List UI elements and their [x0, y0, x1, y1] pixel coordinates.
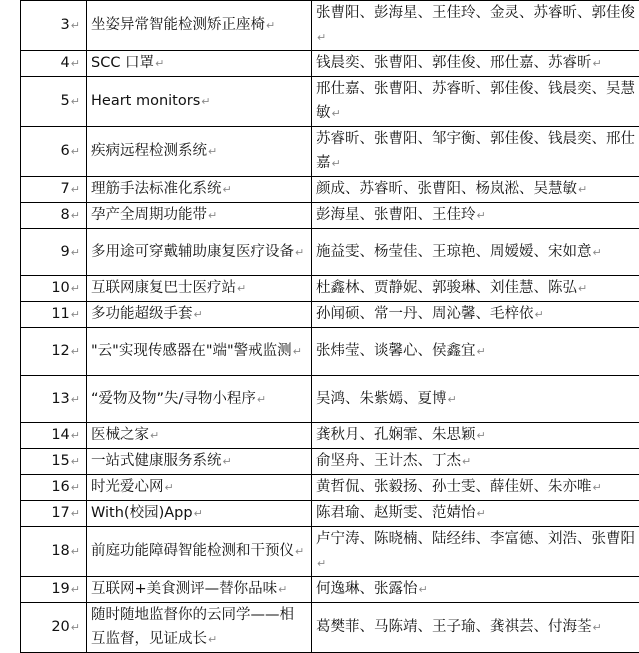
member-list-cell: [312, 328, 639, 376]
paragraph-mark-icon: ↵: [71, 621, 80, 634]
paragraph-mark-icon: ↵: [71, 308, 80, 321]
row-number-cell: [21, 276, 87, 302]
project-name: "云"实现传感器在"端"警戒监测: [91, 343, 292, 359]
row-number-cell: [21, 376, 87, 423]
paragraph-mark-icon: ↵: [266, 19, 275, 32]
row-number: 19: [51, 581, 69, 597]
row-number-cell: [21, 577, 87, 603]
paragraph-mark-icon: ↵: [257, 393, 266, 406]
row-number: 12: [51, 343, 69, 359]
member-list: 苏睿昕、张曹阳、邹宇衡、郭佳俊、钱晨奕、邢仕嘉: [316, 131, 635, 171]
paragraph-mark-icon: ↵: [593, 621, 602, 634]
project-name: 孕产全周期功能带: [91, 207, 207, 223]
paragraph-mark-icon: ↵: [71, 393, 80, 406]
paragraph-mark-icon: ↵: [208, 209, 217, 222]
paragraph-mark-icon: ↵: [71, 145, 80, 158]
paragraph-mark-icon: ↵: [194, 308, 203, 321]
member-list: 杜鑫林、贾静妮、郭骏琳、刘佳慧、陈弘: [316, 280, 577, 296]
project-name: 多用途可穿戴辅助康复医疗设备: [91, 244, 294, 260]
table-body: [21, 1, 639, 653]
member-list: 何逸琳、张露怡: [316, 581, 418, 597]
paragraph-mark-icon: ↵: [71, 455, 80, 468]
member-list: 黄哲侃、张毅扬、孙士雯、薛佳妍、朱亦唯: [316, 479, 592, 495]
row-number-cell: [21, 177, 87, 203]
table-row: [21, 302, 639, 328]
paragraph-mark-icon: ↵: [593, 481, 602, 494]
row-number-cell: [21, 527, 87, 577]
paragraph-mark-icon: ↵: [71, 209, 80, 222]
paragraph-mark-icon: ↵: [150, 429, 159, 442]
member-list: 钱晨奕、张曹阳、郭佳俊、邢仕嘉、苏睿昕: [316, 55, 592, 71]
table-row: [21, 1, 639, 51]
row-number: 9: [61, 244, 70, 260]
document-table-wrapper: [20, 0, 633, 653]
project-name: “爱物及物”失/寻物小程序: [91, 391, 256, 407]
paragraph-mark-icon: ↵: [448, 393, 457, 406]
member-list: 卢宁涛、陈晓楠、陆经纬、李富德、刘浩、张曹阳: [316, 531, 635, 547]
project-name: 时光爱心网: [91, 479, 164, 495]
row-number: 6: [61, 143, 70, 159]
paragraph-mark-icon: ↵: [201, 95, 210, 108]
table-row: [21, 527, 639, 577]
paragraph-mark-icon: ↵: [332, 157, 341, 170]
member-list-cell: [312, 527, 639, 577]
project-name: 一站式健康服务系统: [91, 453, 222, 469]
row-number-cell: [21, 475, 87, 501]
paragraph-mark-icon: ↵: [477, 345, 486, 358]
row-number: 14: [51, 427, 69, 443]
member-list-cell: [312, 127, 639, 177]
member-list: 彭海星、张曹阳、王佳玲: [316, 207, 476, 223]
paragraph-mark-icon: ↵: [71, 57, 80, 70]
member-list: 孙闻硕、常一丹、周沁馨、毛梓依: [316, 306, 534, 322]
table-row: [21, 77, 639, 127]
project-name: 互联网康复巴士医疗站: [91, 280, 236, 296]
paragraph-mark-icon: ↵: [71, 507, 80, 520]
table-row: [21, 328, 639, 376]
paragraph-mark-icon: ↵: [71, 19, 80, 32]
row-number-cell: [21, 203, 87, 229]
paragraph-mark-icon: ↵: [71, 545, 80, 558]
project-name: 随时随地监督你的云同学——相互监督，见证成长: [91, 607, 294, 647]
project-name-cell: [87, 527, 312, 577]
project-name-cell: [87, 51, 312, 77]
paragraph-mark-icon: ↵: [71, 583, 80, 596]
paragraph-mark-icon: ↵: [462, 455, 471, 468]
paragraph-mark-icon: ↵: [71, 345, 80, 358]
row-number-cell: [21, 603, 87, 653]
member-list-cell: [312, 77, 639, 127]
paragraph-mark-icon: ↵: [578, 282, 587, 295]
paragraph-mark-icon: ↵: [71, 95, 80, 108]
row-number-cell: [21, 127, 87, 177]
table-row: [21, 127, 639, 177]
paragraph-mark-icon: ↵: [593, 246, 602, 259]
member-list-cell: [312, 1, 639, 51]
paragraph-mark-icon: ↵: [293, 345, 302, 358]
row-number-cell: [21, 77, 87, 127]
row-number: 7: [61, 181, 70, 197]
project-name: With(校园)App: [91, 505, 193, 521]
table-row: [21, 577, 639, 603]
member-list: 张曹阳、彭海星、王佳玲、金灵、苏睿昕、郭佳俊: [316, 5, 635, 21]
project-name-cell: [87, 302, 312, 328]
project-name: 理筋手法标准化系统: [91, 181, 222, 197]
paragraph-mark-icon: ↵: [477, 429, 486, 442]
project-table: [20, 0, 639, 653]
paragraph-mark-icon: ↵: [278, 583, 287, 596]
member-list: 吴鸿、朱紫嫣、夏博: [316, 391, 447, 407]
project-name: SCC 口罩: [91, 55, 154, 71]
project-name-cell: [87, 276, 312, 302]
member-list-cell: [312, 203, 639, 229]
project-name-cell: [87, 423, 312, 449]
member-list: 陈君瑜、赵斯雯、范婧怡: [316, 505, 476, 521]
member-list: 颜成、苏睿昕、张曹阳、杨岚淞、吴慧敏: [316, 181, 577, 197]
project-name-cell: [87, 203, 312, 229]
project-name-cell: [87, 77, 312, 127]
row-number: 10: [51, 280, 69, 296]
project-name-cell: [87, 603, 312, 653]
paragraph-mark-icon: ↵: [419, 583, 428, 596]
project-name-cell: [87, 127, 312, 177]
project-name-cell: [87, 177, 312, 203]
paragraph-mark-icon: ↵: [593, 57, 602, 70]
row-number: 8: [61, 207, 70, 223]
project-name: 互联网+美食测评—替你品味: [91, 581, 277, 597]
project-name-cell: [87, 501, 312, 527]
row-number-cell: [21, 229, 87, 276]
row-number: 17: [51, 505, 69, 521]
row-number: 4: [61, 55, 70, 71]
member-list: 张炜莹、谈馨心、侯鑫宜: [316, 343, 476, 359]
paragraph-mark-icon: ↵: [71, 246, 80, 259]
paragraph-mark-icon: ↵: [317, 31, 326, 44]
row-number-cell: [21, 449, 87, 475]
row-number: 13: [51, 391, 69, 407]
paragraph-mark-icon: ↵: [71, 429, 80, 442]
paragraph-mark-icon: ↵: [477, 507, 486, 520]
row-number-cell: [21, 501, 87, 527]
paragraph-mark-icon: ↵: [317, 557, 326, 570]
paragraph-mark-icon: ↵: [295, 246, 304, 259]
member-list: 龚秋月、孔娴霏、朱思颖: [316, 427, 476, 443]
paragraph-mark-icon: ↵: [194, 507, 203, 520]
paragraph-mark-icon: ↵: [578, 183, 587, 196]
paragraph-mark-icon: ↵: [237, 282, 246, 295]
member-list-cell: [312, 501, 639, 527]
paragraph-mark-icon: ↵: [155, 57, 164, 70]
row-number: 11: [51, 306, 69, 322]
table-row: [21, 177, 639, 203]
table-row: [21, 376, 639, 423]
member-list-cell: [312, 177, 639, 203]
project-name: 前庭功能障碍智能检测和干预仪: [91, 543, 294, 559]
paragraph-mark-icon: ↵: [208, 633, 217, 646]
row-number-cell: [21, 51, 87, 77]
member-list-cell: [312, 229, 639, 276]
project-name-cell: [87, 577, 312, 603]
row-number: 15: [51, 453, 69, 469]
member-list-cell: [312, 577, 639, 603]
row-number-cell: [21, 328, 87, 376]
member-list: 施益雯、杨莹佳、王琼艳、周嫒嫒、宋如意: [316, 244, 592, 260]
row-number: 5: [61, 93, 70, 109]
paragraph-mark-icon: ↵: [71, 183, 80, 196]
table-row: [21, 475, 639, 501]
row-number: 18: [51, 543, 69, 559]
member-list-cell: [312, 276, 639, 302]
member-list: 邢仕嘉、张曹阳、苏睿昕、郭佳俊、钱晨奕、吴慧敏: [316, 81, 635, 121]
project-name: 多功能超级手套: [91, 306, 193, 322]
table-row: [21, 449, 639, 475]
member-list-cell: [312, 302, 639, 328]
paragraph-mark-icon: ↵: [535, 308, 544, 321]
table-row: [21, 203, 639, 229]
member-list: 葛樊菲、马陈靖、王子瑜、龚祺芸、付海荃: [316, 619, 592, 635]
row-number: 3: [61, 17, 70, 33]
paragraph-mark-icon: ↵: [208, 145, 217, 158]
paragraph-mark-icon: ↵: [477, 209, 486, 222]
project-name-cell: [87, 229, 312, 276]
project-name-cell: [87, 449, 312, 475]
project-name: 医械之家: [91, 427, 149, 443]
project-name: Heart monitors: [91, 93, 200, 109]
paragraph-mark-icon: ↵: [165, 481, 174, 494]
row-number-cell: [21, 302, 87, 328]
paragraph-mark-icon: ↵: [71, 481, 80, 494]
project-name-cell: [87, 1, 312, 51]
table-row: [21, 51, 639, 77]
table-row: [21, 423, 639, 449]
table-row: [21, 276, 639, 302]
paragraph-mark-icon: ↵: [295, 545, 304, 558]
project-name: 坐姿异常智能检测矫正座椅: [91, 17, 265, 33]
table-row: [21, 501, 639, 527]
member-list-cell: [312, 475, 639, 501]
table-row: [21, 603, 639, 653]
paragraph-mark-icon: ↵: [223, 455, 232, 468]
member-list-cell: [312, 449, 639, 475]
row-number-cell: [21, 423, 87, 449]
paragraph-mark-icon: ↵: [71, 282, 80, 295]
project-name-cell: [87, 475, 312, 501]
table-row: [21, 229, 639, 276]
member-list-cell: [312, 603, 639, 653]
row-number: 20: [51, 619, 69, 635]
member-list-cell: [312, 376, 639, 423]
row-number: 16: [51, 479, 69, 495]
paragraph-mark-icon: ↵: [223, 183, 232, 196]
paragraph-mark-icon: ↵: [332, 107, 341, 120]
member-list-cell: [312, 423, 639, 449]
project-name-cell: [87, 376, 312, 423]
row-number-cell: [21, 1, 87, 51]
member-list: 俞坚舟、王计杰、丁杰: [316, 453, 461, 469]
project-name-cell: [87, 328, 312, 376]
member-list-cell: [312, 51, 639, 77]
project-name: 疾病远程检测系统: [91, 143, 207, 159]
